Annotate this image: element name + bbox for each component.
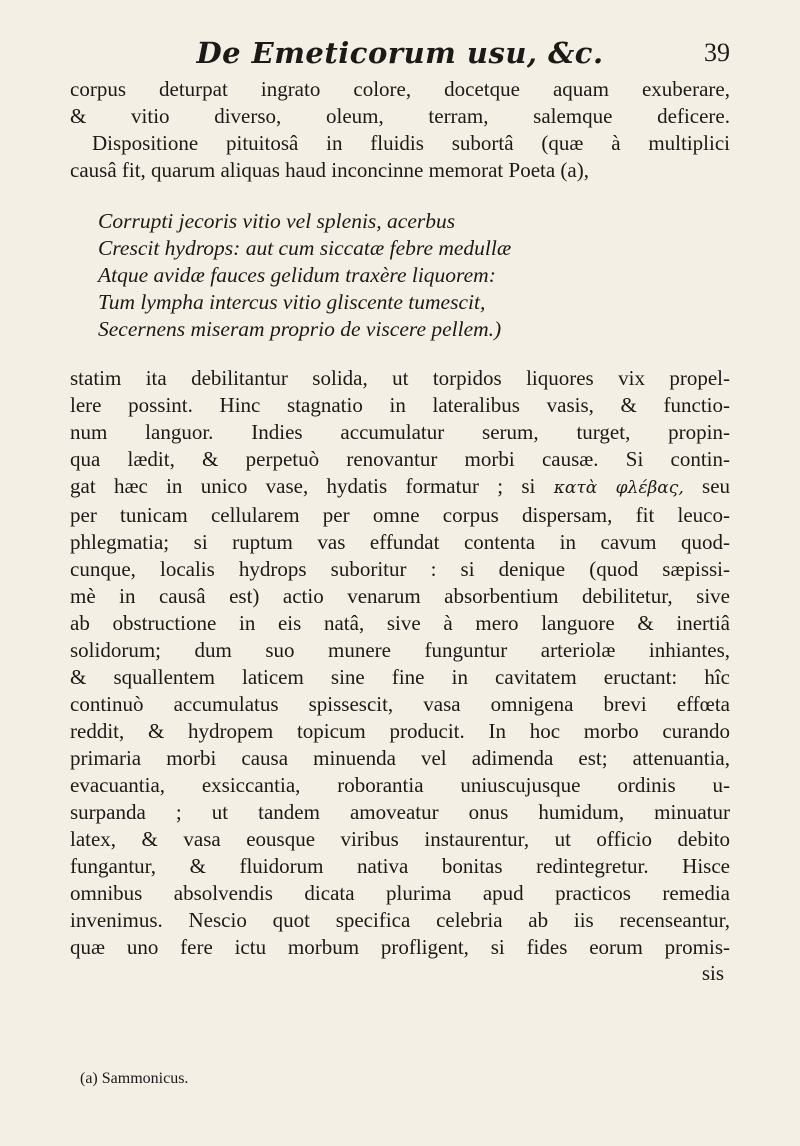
- book-page: [70, 36, 730, 986]
- text-line: reddit, & hydropem topicum producit. In hoc morbo curando: [70, 719, 730, 743]
- text-line: lere possint. Hinc stagnatio in lateralibus vasis, & functio-: [70, 393, 730, 417]
- text-line: & squallentem laticem sine fine in cavitatem eructant: hîc: [70, 665, 730, 689]
- paragraph-2: [70, 365, 730, 961]
- text-line: phlegmatia; si ruptum vas effundat contenta in cavum quod-: [70, 530, 730, 554]
- text-line: & vitio diverso, oleum, terram, salemque deficere.: [70, 104, 730, 128]
- text-line: fungantur, & fluidorum nativa bonitas redintegretur. Hisce: [70, 854, 730, 878]
- page-number: 39: [704, 38, 730, 67]
- verse-line: Corrupti jecoris vitio vel splenis, acerbus: [98, 209, 456, 233]
- page-header-title: De Emeticorum usu, &c.: [196, 36, 604, 70]
- text-segment: gat hæc in unico vase, hydatis formatur ; si: [70, 474, 536, 498]
- text-line: latex, & vasa eousque viribus instaurentur, ut officio debito: [70, 827, 730, 851]
- verse-quotation: [98, 208, 730, 343]
- text-line: statim ita debilitantur solida, ut torpidos liquores vix propel-: [70, 366, 730, 390]
- text-line: evacuantia, exsiccantia, roborantia uniuscujusque ordinis u-: [70, 773, 730, 797]
- text-line: solidorum; dum suo munere funguntur arteriolæ inhiantes,: [70, 638, 730, 662]
- verse-line: Crescit hydrops: aut cum siccatæ febre medullæ: [98, 236, 512, 260]
- catchword: sis: [701, 961, 724, 985]
- text-line: per tunicam cellularem per omne corpus dispersam, fit leuco-: [70, 503, 730, 527]
- verse-line: Atque avidæ fauces gelidum traxère liquorem:: [98, 263, 496, 287]
- text-segment: seu: [702, 474, 731, 498]
- text-line: mè in causâ est) actio venarum absorbentium debilitetur, sive: [70, 584, 730, 608]
- text-line: continuò accumulatus spissescit, vasa omnigena brevi effœta: [70, 692, 730, 716]
- greek-phrase: κατὰ φλέβας,: [553, 478, 684, 498]
- running-head: [70, 36, 730, 76]
- text-line: corpus deturpat ingrato colore, docetque aquam exuberare,: [70, 77, 730, 101]
- text-line: num languor. Indies accumulatur serum, turget, propin-: [70, 420, 730, 444]
- text-line: cunque, localis hydrops suboritur : si denique (quod sæpissi-: [70, 557, 730, 581]
- text-line: primaria morbi causa minuenda vel adimenda est; attenuantia,: [70, 746, 730, 770]
- paragraph-1: [70, 76, 730, 184]
- text-line-with-greek: [70, 473, 730, 502]
- text-line: invenimus. Nescio quot specifica celebria ab iis recenseantur,: [70, 908, 730, 932]
- verse-line: Secernens miseram proprio de viscere pellem.): [98, 317, 502, 341]
- text-line: quæ uno fere ictu morbum profligent, si fides eorum promis-: [70, 935, 730, 959]
- text-line: omnibus absolvendis dicata plurima apud practicos remedia: [70, 881, 730, 905]
- text-line: Dispositione pituitosâ in fluidis subortâ (quæ à multiplici: [92, 131, 730, 155]
- verse-line: Tum lympha intercus vitio gliscente tumescit,: [98, 290, 486, 314]
- text-line: qua lædit, & perpetuò renovantur morbi causæ. Si contin-: [70, 447, 730, 471]
- text-line: surpanda ; ut tandem amoveatur onus humidum, minuatur: [70, 800, 730, 824]
- text-line: causâ fit, quarum aliquas haud inconcinne memorat Poeta (a),: [70, 158, 589, 182]
- footnote: (a) Sammonicus.: [80, 1070, 189, 1087]
- text-line: ab obstructione in eis natâ, sive à mero languore & inertiâ: [70, 611, 730, 635]
